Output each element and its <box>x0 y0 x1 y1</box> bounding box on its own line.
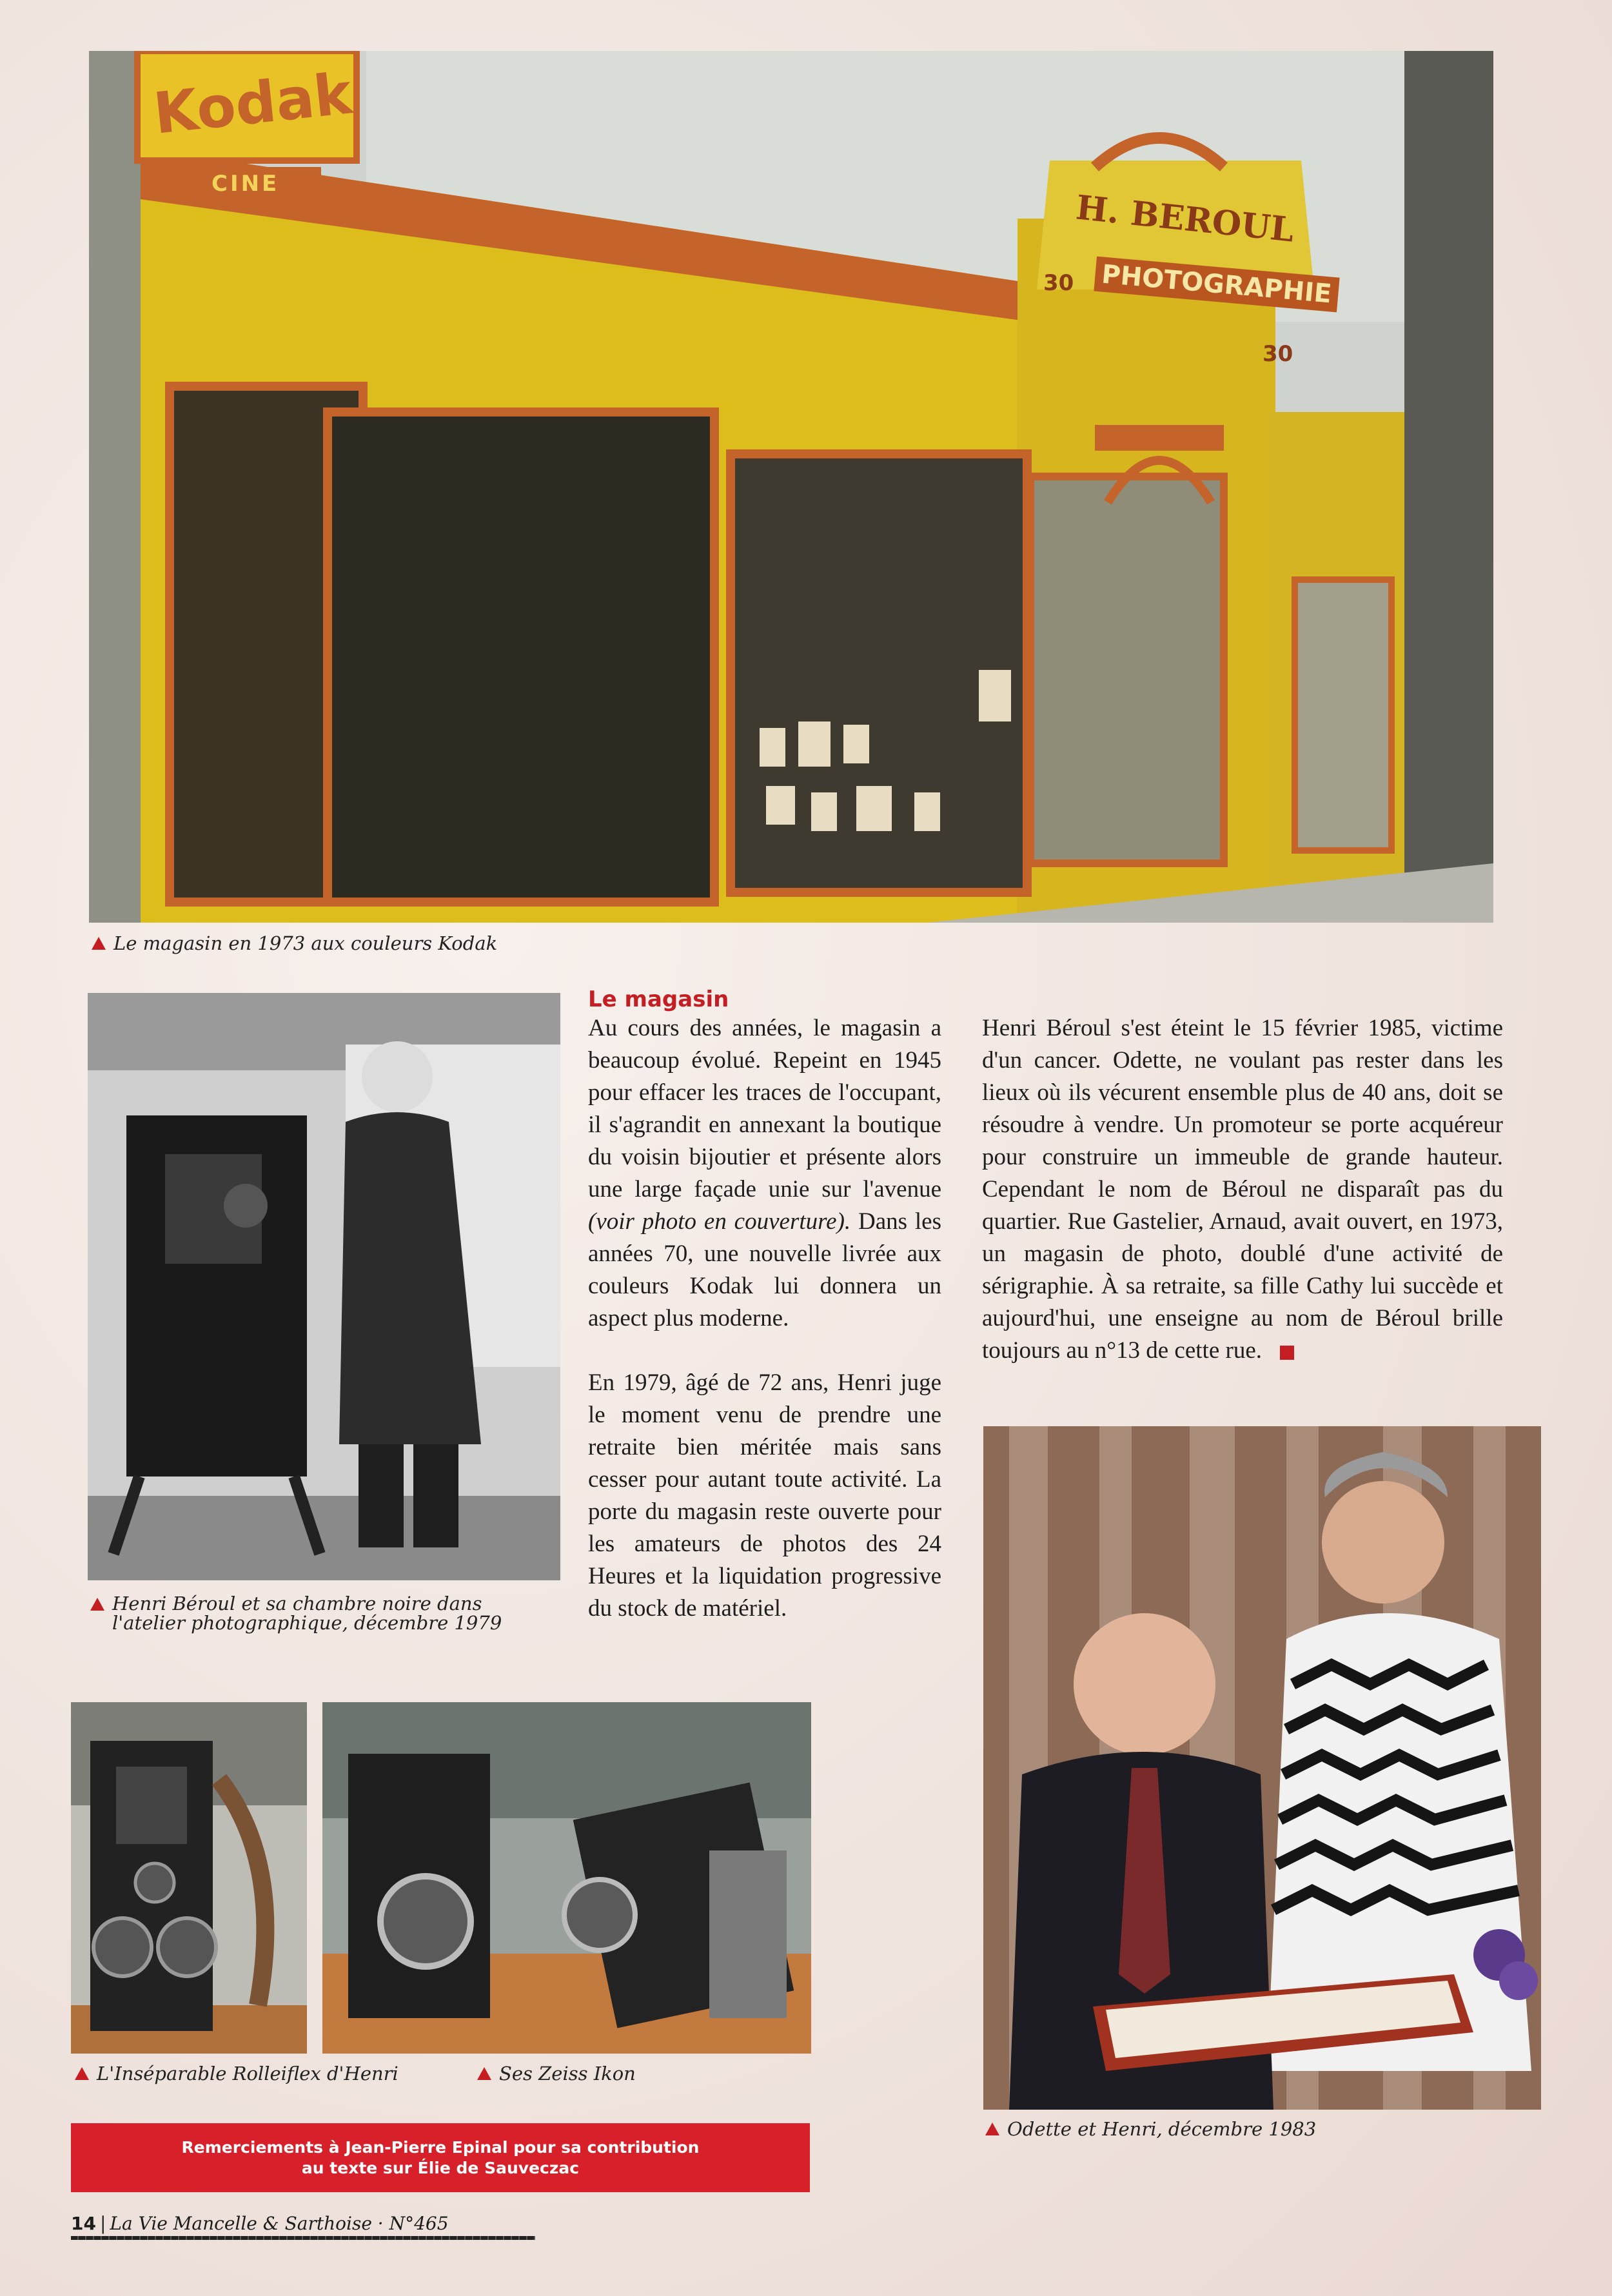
cine-sign-text: CINE <box>211 171 280 197</box>
triangle-icon <box>477 2067 491 2080</box>
rolleiflex-photo <box>71 1702 307 2054</box>
henri-camera-photo <box>88 993 560 1580</box>
article-paragraph-3: Henri Béroul s'est éteint le 15 février 1985, victime d'un cancer. Odette, ne voulant pas rester dans les lieux où ils vécurent ensemble plus de 40 ans, doit se résoudre à vendre. Un promoteur se porte acquéreur pour construire un immeuble de grande hauteur. Cependant le nom de Béroul ne disparaît pas du quartier. Rue Gastelier, Arnaud, avait ouvert, en 1973, un magasin de photo, doublé d'une activité de sérigraphie. À sa retraite, sa fille Cathy lui succède et aujourd'hui, une enseigne au nom de Béroul brille toujours au n°13 de cette rue. <box>982 1015 1503 1364</box>
article-column-1 <box>588 986 941 1625</box>
zeiss-ikon-caption: Ses Zeiss Ikon <box>477 2063 735 2085</box>
triangle-icon <box>90 1598 104 1611</box>
acknowledgement-box <box>71 2123 810 2192</box>
rolleiflex-caption: L'Inséparable Rolleiflex d'Henri <box>75 2063 410 2085</box>
acknowledgement-line-1: Remerciements à Jean-Pierre Epinal pour sa contribution <box>181 2137 700 2157</box>
acknowledgement-line-2: au texte sur Élie de Sauveczac <box>301 2158 580 2177</box>
street-number-right: 30 <box>1263 341 1293 367</box>
street-number-left: 30 <box>1043 270 1074 296</box>
article-heading: Le magasin <box>588 986 729 1012</box>
shop-photo-caption: Le magasin en 1973 aux couleurs Kodak <box>92 933 865 954</box>
triangle-icon <box>92 937 106 950</box>
end-mark-icon <box>1280 1346 1294 1360</box>
photographie-sign-text: PHOTOGRAPHIE <box>1094 257 1339 313</box>
page-footer <box>71 2213 449 2234</box>
beroul-sign-text: H. BEROUL <box>1074 188 1296 250</box>
shop-photo <box>89 51 1493 923</box>
article-paragraph-1: Au cours des années, le magasin a beaucoup évolué. Repeint en 1945 pour effacer les traces de l'occupant, il s'agrandit en annexant la boutique du voisin bijoutier et présente alors une large façade unie sur l'avenue (voir photo en couverture). Dans les années 70, une nouvelle livrée aux couleurs Kodak lui donnera un aspect plus moderne. <box>588 1015 941 1331</box>
odette-henri-photo <box>983 1426 1541 2110</box>
triangle-icon <box>75 2067 89 2080</box>
footer-rule <box>71 2236 535 2240</box>
footer-separator: | <box>99 2213 106 2234</box>
henri-camera-caption: Henri Béroul et sa chambre noire dans l'atelier photographique, décembre 1979 <box>90 1594 542 1633</box>
odette-henri-caption: Odette et Henri, décembre 1983 <box>985 2119 1501 2140</box>
zeiss-ikon-photo <box>322 1702 811 2054</box>
triangle-icon <box>985 2123 999 2135</box>
page-number: 14 <box>71 2213 96 2234</box>
article-column-2 <box>982 1012 1503 1367</box>
kodak-sign-text: Kodak <box>150 60 355 147</box>
magazine-title: La Vie Mancelle & Sarthoise · N°465 <box>110 2213 449 2234</box>
article-paragraph-2: En 1979, âgé de 72 ans, Henri juge le moment venu de prendre une retraite bien méritée mais sans cesser pour autant toute activité. La porte du magasin reste ouverte pour les amateurs de photos des 24 Heures et la liquidation progressive du stock de matériel. <box>588 1369 941 1622</box>
